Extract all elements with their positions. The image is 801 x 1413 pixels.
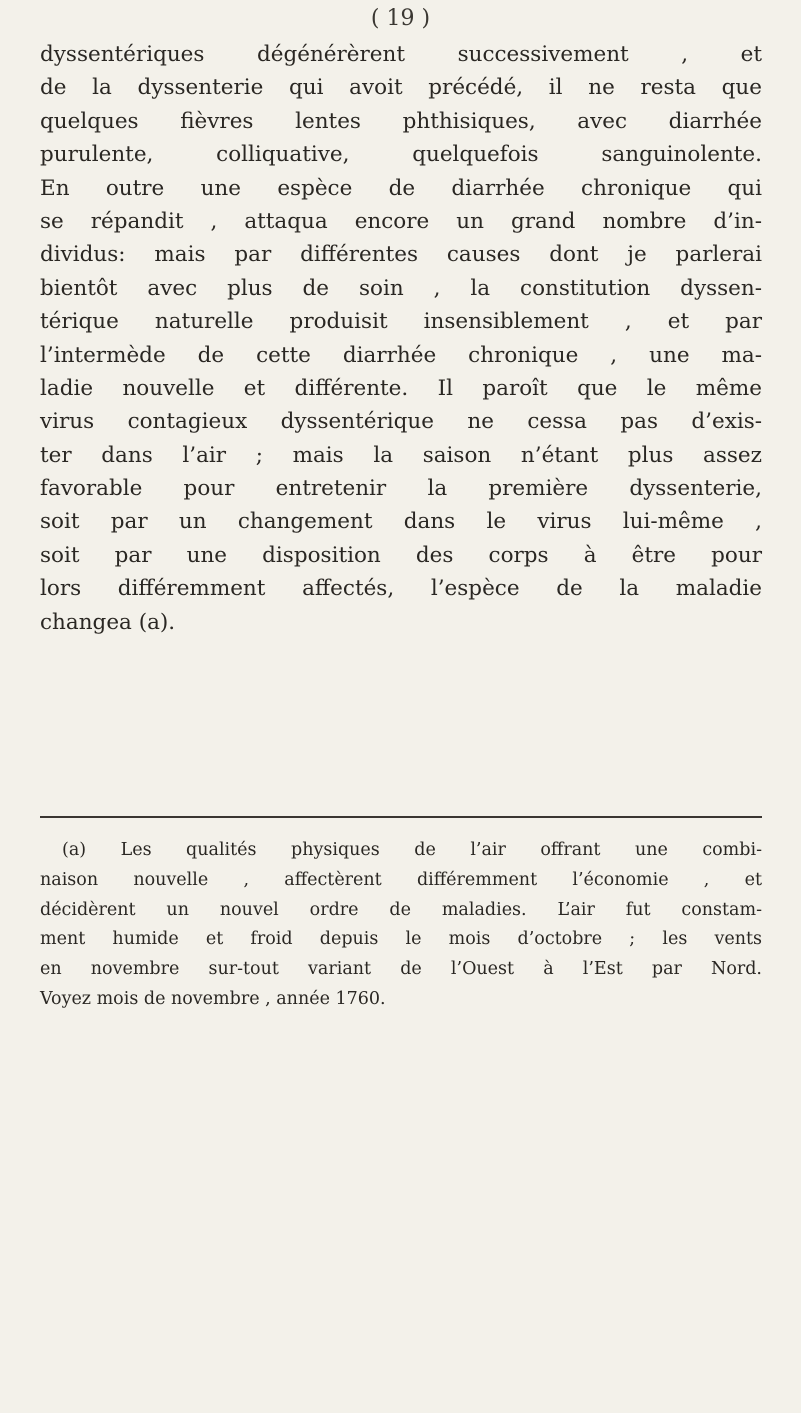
body-line: En outre une espèce de diarrhée chronique qui [40, 175, 762, 201]
footnote-divider [40, 816, 762, 818]
body-text [40, 38, 762, 639]
body-line: purulente, colliquative, quelquefois sanguinolente. [40, 142, 762, 168]
body-line: soit par un changement dans le virus lui-même , [40, 509, 762, 535]
footnote-line: naison nouvelle , affectèrent différemment l’économie , et [40, 869, 762, 890]
footnote-line: Voyez mois de novembre , année 1760. [40, 988, 386, 1009]
body-line: lors différemment affectés, l’espèce de la maladie [40, 576, 762, 602]
body-line: ladie nouvelle et différente. Il paroît que le même [40, 375, 762, 401]
body-line: virus contagieux dyssentérique ne cessa pas d’exis- [40, 409, 762, 435]
body-line: se répandit , attaqua encore un grand nombre d’in- [40, 208, 762, 234]
body-line: quelques fièvres lentes phthisiques, avec diarrhée [40, 108, 762, 134]
body-line: térique naturelle produisit insensiblement , et par [40, 309, 762, 335]
body-line: de la dyssenterie qui avoit précédé, il ne resta que [40, 75, 762, 101]
body-line: dyssentériques dégénérèrent successivement , et [40, 42, 762, 67]
body-line: ter dans l’air ; mais la saison n’étant plus assez [40, 442, 762, 468]
body-line: soit par une disposition des corps à être pour [40, 542, 762, 568]
body-line: changea (a). [40, 609, 176, 635]
body-line: dividus: mais par différentes causes dont je parlerai [40, 242, 762, 268]
footnote-line: décidèrent un nouvel ordre de maladies. L’air fut constam- [40, 899, 762, 920]
body-line: favorable pour entretenir la première dyssenterie, [40, 476, 762, 502]
footnote-line: (a) Les qualités physiques de l’air offrant une combi- [62, 840, 762, 860]
body-line: bientôt avec plus de soin , la constitution dyssen- [40, 275, 762, 301]
page-number: ( 19 ) [370, 6, 431, 31]
footnote [40, 836, 762, 1015]
body-line: l’intermède de cette diarrhée chronique , une ma- [40, 342, 762, 368]
footnote-line: en novembre sur-tout variant de l’Ouest à l’Est par Nord. [40, 959, 762, 980]
footnote-line: ment humide et froid depuis le mois d’octobre ; les vents [40, 929, 762, 950]
